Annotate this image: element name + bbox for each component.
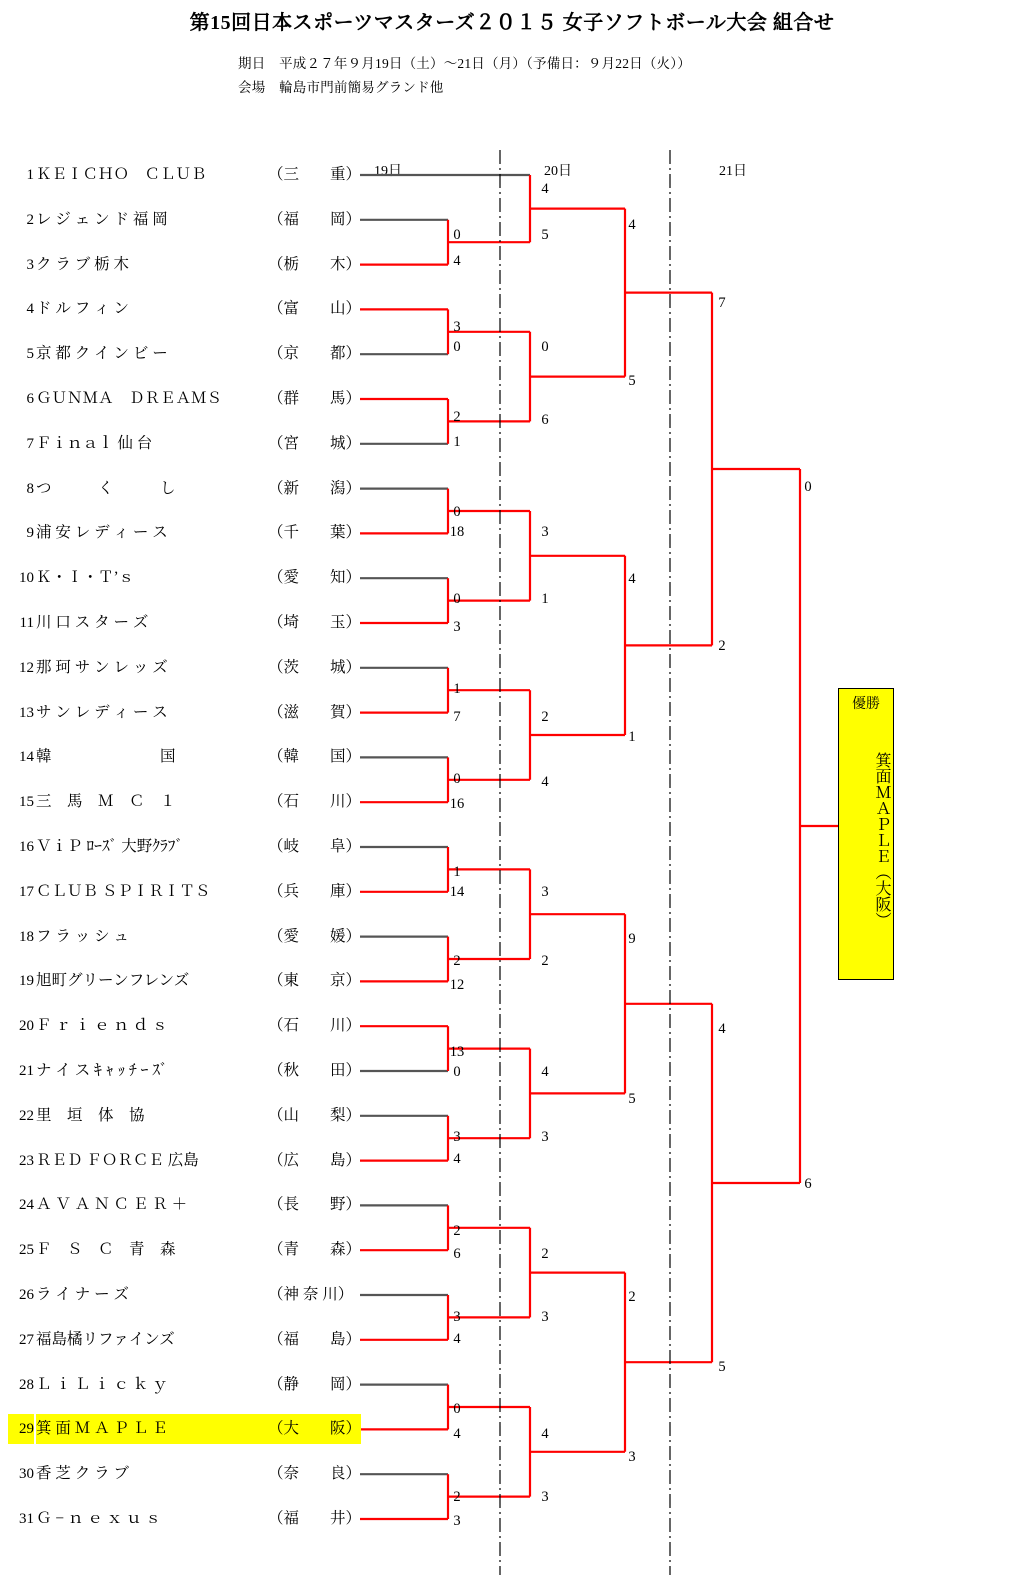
team-name: ＣＬＵＢ ＳＰＩＲＩＴＳ （兵 庫）: [36, 882, 362, 900]
team-name: 箕 面 Ｍ Ａ Ｐ Ｌ Ｅ （大 阪）: [36, 1414, 361, 1444]
team-number: 30: [19, 1466, 34, 1483]
team-name: Ｆ ｒ ｉ ｅ ｎ ｄ ｓ （石 川）: [36, 1017, 362, 1035]
match-score: 2: [453, 1223, 461, 1239]
match-score: 3: [453, 1513, 461, 1529]
match-score: 4: [541, 1064, 549, 1080]
match-score: 5: [628, 1091, 636, 1107]
match-score: 3: [541, 524, 549, 540]
match-score: 2: [453, 409, 461, 425]
team-name: 三 馬 Ｍ Ｃ １ （石 川）: [36, 793, 362, 811]
team-number: 14: [19, 749, 34, 766]
team-number: 27: [19, 1331, 34, 1348]
team-name: Ｆｉｎａｌ 仙 台 （宮 城）: [36, 434, 362, 452]
match-score: 12: [449, 977, 465, 993]
team-name: 浦 安 レ デ ィ ー ス （千 葉）: [36, 524, 362, 542]
page-title: 第15回日本スポーツマスターズ２０１５ 女子ソフトボール大会 組合せ: [189, 12, 835, 34]
team-number: 31: [19, 1511, 34, 1527]
match-score: 0: [453, 504, 461, 520]
match-score: 14: [449, 884, 465, 900]
team-name: ナ イ ス ｷ ｬ ｯ ﾁ ｰ ｽﾞ （秋 田）: [36, 1062, 362, 1079]
team-name: 香 芝 ク ラ ブ （奈 良）: [36, 1465, 362, 1483]
team-number: 11: [19, 615, 34, 631]
team-name: レ ジ ェ ン ド 福 岡 （福 岡）: [36, 210, 362, 228]
match-score: 4: [541, 181, 549, 197]
match-score: 5: [718, 1359, 726, 1375]
match-score: 2: [628, 1289, 636, 1305]
team-number: 1: [26, 167, 34, 183]
match-score: 7: [718, 295, 726, 311]
team-number: 7: [26, 435, 34, 452]
team-name: 福島橘リファインズ （福 島）: [36, 1330, 362, 1348]
champion-name: 箕面ＭＡＰＬＥ（大阪）: [873, 752, 890, 928]
team-number: 26: [19, 1287, 34, 1303]
team-name: ＲＥＤ ＦＯＲＣＥ 広島 （広 島）: [36, 1151, 362, 1169]
date-line: 期日 平成２７年９月19日（土）〜21日（月）（予備日：９月22日（火））: [238, 56, 691, 71]
team-name: Ａ Ｖ Ａ Ｎ Ｃ Ｅ Ｒ ＋ （長 野）: [36, 1196, 362, 1214]
champion-label: 優勝: [852, 697, 880, 712]
team-name: ＫＥＩＣＨＯ ＣＬＵＢ （三 重）: [36, 166, 362, 183]
match-score: 2: [718, 638, 726, 654]
match-score: 3: [541, 1309, 549, 1325]
team-number: 19: [19, 973, 34, 990]
match-score: 2: [453, 1489, 461, 1505]
match-score: 4: [628, 217, 636, 233]
match-score: 5: [541, 227, 549, 243]
team-number: 2: [26, 211, 34, 228]
team-number: 23: [19, 1152, 34, 1169]
team-number: 12: [19, 659, 34, 676]
day-label-20: 20日: [544, 164, 572, 179]
match-score: 3: [453, 619, 461, 635]
match-score: 3: [453, 319, 461, 335]
team-name: Ｌ ｉ Ｌ ｉ ｃ ｋ ｙ （静 岡）: [36, 1375, 362, 1393]
match-score: 2: [541, 1246, 549, 1262]
match-score: 0: [453, 339, 461, 355]
match-score: 1: [541, 591, 549, 607]
team-number: 29: [8, 1414, 34, 1444]
match-score: 3: [453, 1309, 461, 1325]
match-score: 6: [804, 1176, 812, 1192]
team-name: ラ イ ナ ー ズ （神 奈 川）: [36, 1286, 354, 1303]
team-number: 28: [19, 1376, 34, 1393]
match-score: 6: [453, 1246, 461, 1262]
match-score: 18: [449, 524, 465, 540]
team-number: 22: [19, 1107, 34, 1124]
team-number: 9: [26, 525, 34, 542]
team-name: 韓 国 （韓 国）: [36, 748, 362, 766]
match-score: 13: [449, 1044, 465, 1060]
day-label-19: 19日: [374, 164, 402, 179]
team-number: 24: [19, 1197, 34, 1214]
match-score: 6: [541, 412, 549, 428]
match-score: 0: [804, 479, 812, 495]
match-score: 1: [453, 434, 461, 450]
match-score: 0: [453, 1064, 461, 1080]
team-number: 13: [19, 704, 34, 721]
match-score: 0: [453, 1401, 461, 1417]
team-number: 20: [19, 1018, 34, 1035]
match-score: 3: [541, 1489, 549, 1505]
match-score: 0: [453, 591, 461, 607]
team-number: 15: [19, 794, 34, 811]
team-number: 17: [19, 883, 34, 900]
match-score: 3: [453, 1129, 461, 1145]
team-number: 4: [26, 301, 34, 318]
team-name: 那 珂 サ ン レ ッ ズ （茨 城）: [36, 658, 362, 676]
match-score: 0: [453, 227, 461, 243]
match-score: 4: [628, 571, 636, 587]
team-number: 8: [26, 480, 34, 497]
team-number: 10: [19, 570, 34, 587]
team-name: ド ル フ ィ ン （富 山）: [36, 300, 362, 318]
venue-line: 会場 輪島市門前簡易グランド他: [238, 80, 444, 95]
match-score: 0: [453, 771, 461, 787]
team-name: 里 垣 体 協 （山 梨）: [36, 1106, 362, 1124]
match-score: 1: [453, 864, 461, 880]
match-score: 2: [541, 709, 549, 725]
match-score: 2: [541, 953, 549, 969]
team-number: 25: [19, 1242, 34, 1259]
match-score: 7: [453, 709, 461, 725]
match-score: 4: [453, 253, 461, 269]
match-score: 2: [453, 953, 461, 969]
day-label-21: 21日: [719, 164, 747, 179]
team-number: 16: [19, 839, 34, 855]
match-score: 1: [453, 681, 461, 697]
team-name: ク ラ ブ 栃 木 （栃 木）: [36, 255, 362, 273]
team-name: 川 口 ス タ ー ズ （埼 玉）: [36, 614, 362, 631]
match-score: 0: [541, 339, 549, 355]
team-name: 旭町グリーンフレンズ （東 京）: [36, 972, 362, 990]
team-name: ＧＵＮＭＡ ＤＲＥＡＭＳ （群 馬）: [36, 390, 362, 407]
match-score: 3: [541, 884, 549, 900]
match-score: 3: [541, 1129, 549, 1145]
champion-box: [838, 688, 894, 980]
match-score: 16: [449, 796, 465, 812]
team-number: 3: [26, 256, 34, 273]
team-number: 21: [19, 1063, 34, 1079]
team-name: Ｆ Ｓ Ｃ 青 森 （青 森）: [36, 1241, 362, 1259]
match-score: 5: [628, 373, 636, 389]
match-score: 4: [541, 774, 549, 790]
team-name: フ ラ ッ シ ュ （愛 媛）: [36, 927, 362, 945]
team-name: つ く し （新 潟）: [36, 479, 362, 497]
match-score: 4: [453, 1151, 461, 1167]
match-score: 4: [453, 1331, 461, 1347]
match-score: 4: [541, 1426, 549, 1442]
match-score: 9: [628, 931, 636, 947]
team-number: 5: [26, 346, 34, 363]
match-score: 4: [718, 1021, 726, 1037]
team-name: サ ン レ デ ィ ー ス （滋 賀）: [36, 703, 362, 721]
match-score: 3: [628, 1449, 636, 1465]
team-name: 京 都 ク イ ン ビ ー （京 都）: [36, 345, 362, 363]
match-score: 4: [453, 1426, 461, 1442]
team-number: 6: [26, 391, 34, 407]
team-name: Ｇ − ｎ ｅ ｘ ｕ ｓ （福 井）: [36, 1510, 362, 1527]
team-name: Ｋ・Ｉ・Ｔ’ｓ （愛 知）: [36, 569, 362, 587]
team-number: 18: [19, 928, 34, 945]
match-score: 1: [628, 729, 636, 745]
team-name: ＶｉＰ ﾛｰｽﾞ 大野ｸﾗﾌﾞ （岐 阜）: [36, 838, 362, 855]
